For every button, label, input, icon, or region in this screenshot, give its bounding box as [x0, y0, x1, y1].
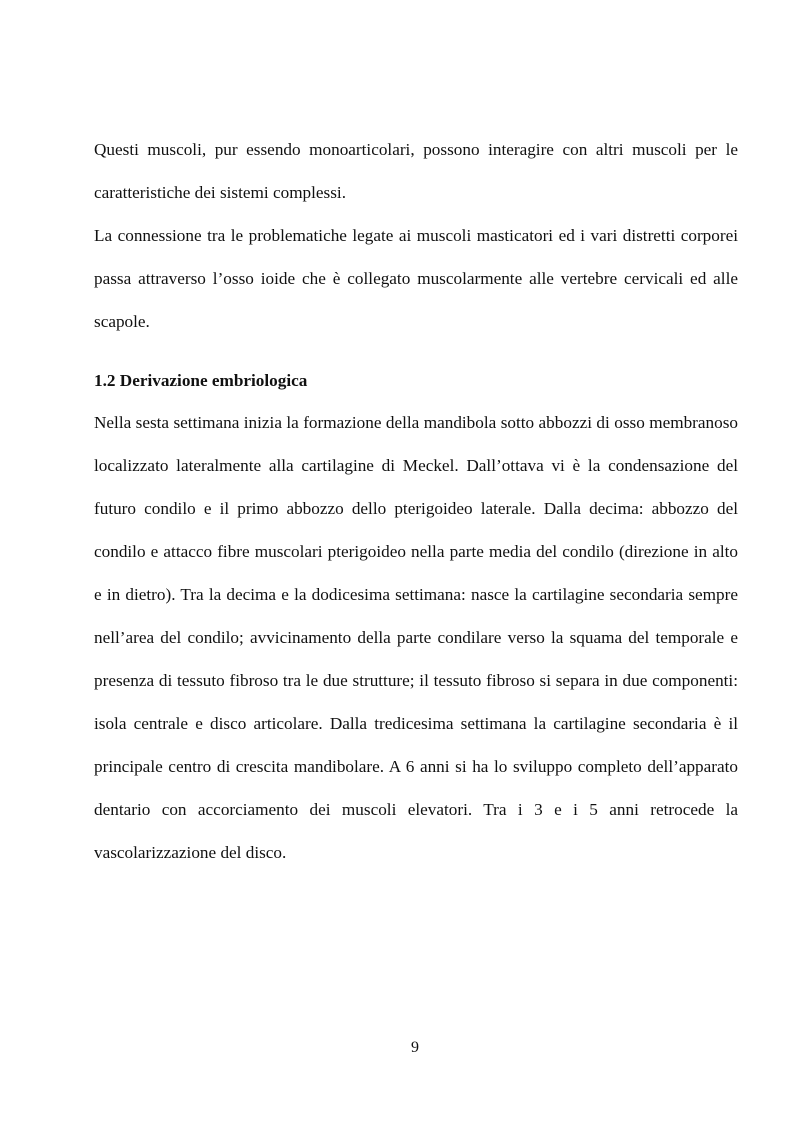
- intro-text: [94, 128, 738, 343]
- intro-paragraph-2: La connessione tra le problematiche legate ai muscoli masticatori ed i vari distretti corporei passa attraverso l’osso ioide che è collegato muscolarmente alle vertebre cervicali ed alle scapole.: [94, 226, 738, 331]
- intro-paragraph-1: Questi muscoli, pur essendo monoarticolari, possono interagire con altri muscoli per le caratteristiche dei sistemi complessi.: [94, 140, 738, 202]
- section-body: [94, 401, 738, 874]
- section-heading: 1.2 Derivazione embriologica: [94, 371, 308, 390]
- section-paragraph: Nella sesta settimana inizia la formazione della mandibola sotto abbozzi di osso membranoso localizzato lateralmente alla cartilagine di Meckel. Dall’ottava vi è la condensazione del futuro condilo e il primo abbozzo dello pterigoideo laterale. Dalla decima: abbozzo del condilo e attacco fibre muscolari pterigoideo nella parte media del condilo (direzione in alto e in dietro). Tra la decima e la dodicesima settimana: nasce la cartilagine secondaria sempre nell’area del condilo; avvicinamento della parte condilare verso la squama del temporale e presenza di tessuto fibroso tra le due strutture; il tessuto fibroso si separa in due componenti: isola centrale e disco articolare. Dalla tredicesima settimana la cartilagine secondaria è il principale centro di crescita mandibolare. A 6 anni si ha lo sviluppo completo dell’apparato dentario con accorciamento dei muscoli elevatori. Tra i 3 e i 5 anni retrocede la vascolarizzazione del disco.: [94, 413, 738, 862]
- page-number: 9: [411, 1039, 419, 1056]
